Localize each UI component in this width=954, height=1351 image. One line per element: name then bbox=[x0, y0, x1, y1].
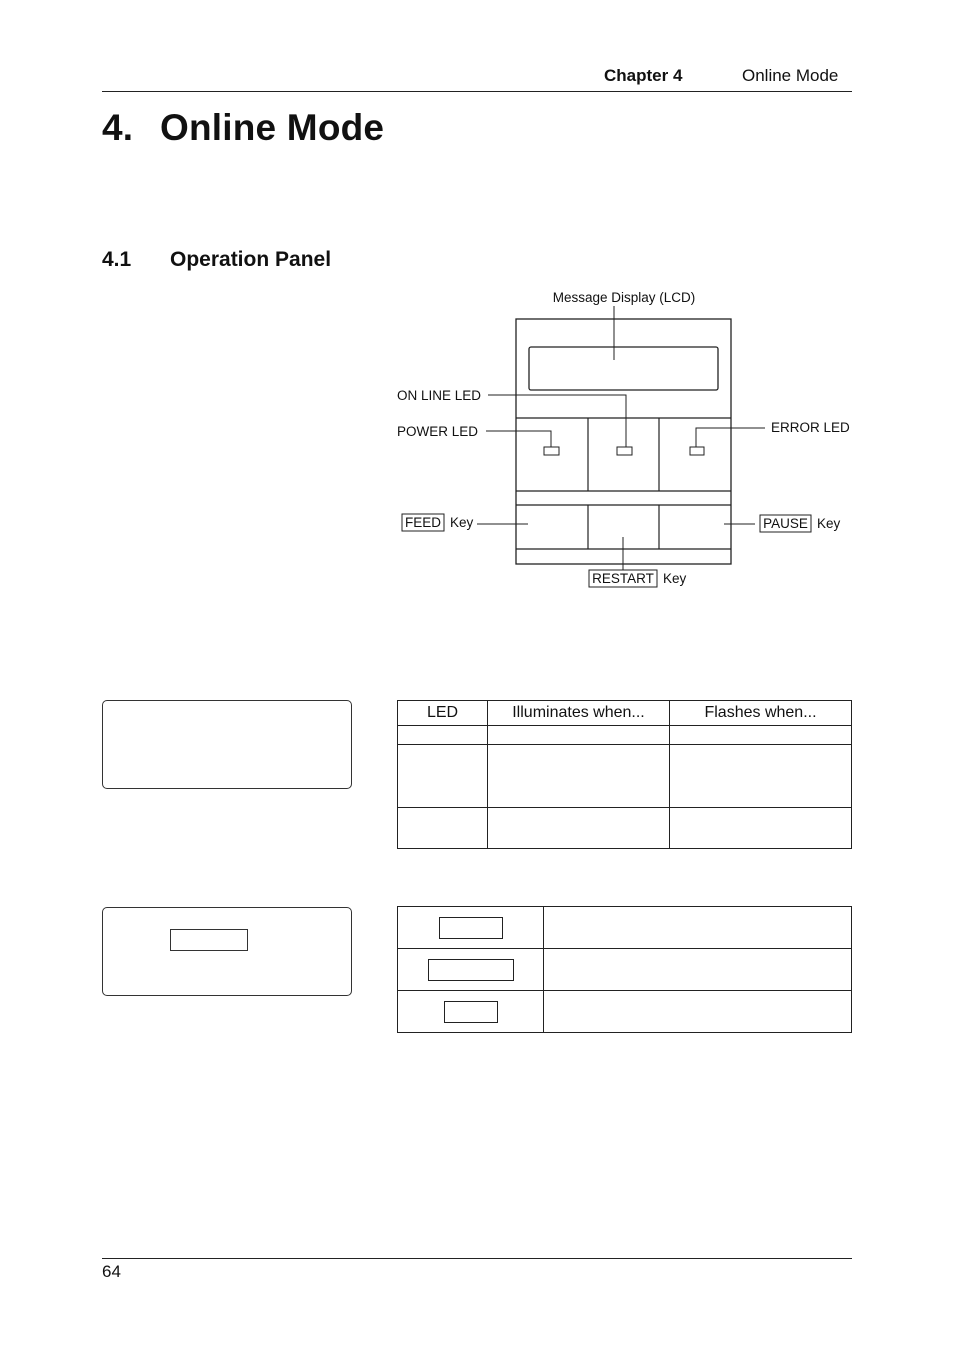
header-chapter: Chapter 4 bbox=[604, 66, 683, 85]
chapter-number: 4. bbox=[102, 107, 134, 148]
note-key-frame bbox=[170, 929, 248, 951]
page-title bbox=[102, 107, 384, 149]
table-row bbox=[398, 745, 852, 808]
header-rule bbox=[102, 91, 852, 92]
pause-key-name: PAUSE bbox=[763, 516, 808, 531]
key-chip bbox=[444, 1001, 498, 1023]
panel-body bbox=[516, 319, 731, 564]
lcd-display bbox=[529, 347, 718, 390]
table-row bbox=[398, 949, 852, 991]
section-title bbox=[102, 248, 331, 272]
note-box-led bbox=[102, 700, 352, 789]
table-row bbox=[398, 808, 852, 849]
flashes-column-header: Flashes when... bbox=[670, 701, 852, 726]
key-chip bbox=[428, 959, 514, 981]
led-column-header: LED bbox=[398, 701, 488, 726]
pause-key-suffix: Key bbox=[817, 516, 841, 531]
page-number: 64 bbox=[102, 1262, 121, 1281]
key-table bbox=[397, 906, 852, 1033]
table-row bbox=[398, 726, 852, 745]
error-led-label: ERROR LED bbox=[771, 420, 850, 435]
led-table bbox=[397, 700, 852, 849]
led-table-header-row bbox=[398, 701, 852, 726]
error-led-indicator bbox=[690, 447, 704, 455]
lcd-label: Message Display (LCD) bbox=[552, 290, 696, 305]
key-chip bbox=[439, 917, 503, 939]
online-led-indicator bbox=[617, 447, 632, 455]
feed-key-name: FEED bbox=[404, 515, 442, 530]
feed-key-suffix: Key bbox=[450, 515, 474, 530]
online-led-label: ON LINE LED bbox=[397, 388, 482, 403]
section-title-text: Operation Panel bbox=[170, 248, 332, 271]
power-led-label: POWER LED bbox=[397, 424, 479, 439]
restart-key-suffix: Key bbox=[663, 571, 687, 586]
section-number: 4.1 bbox=[102, 248, 132, 271]
restart-key-name: RESTART bbox=[592, 571, 654, 586]
header-title: Online Mode bbox=[742, 66, 839, 85]
table-row bbox=[398, 907, 852, 949]
chapter-title: Online Mode bbox=[160, 107, 385, 148]
note-box-keys bbox=[102, 907, 352, 996]
footer-rule bbox=[102, 1258, 852, 1259]
power-led-indicator bbox=[544, 447, 559, 455]
operation-panel-diagram bbox=[380, 280, 880, 600]
table-row bbox=[398, 991, 852, 1033]
illuminates-column-header: Illuminates when... bbox=[488, 701, 670, 726]
